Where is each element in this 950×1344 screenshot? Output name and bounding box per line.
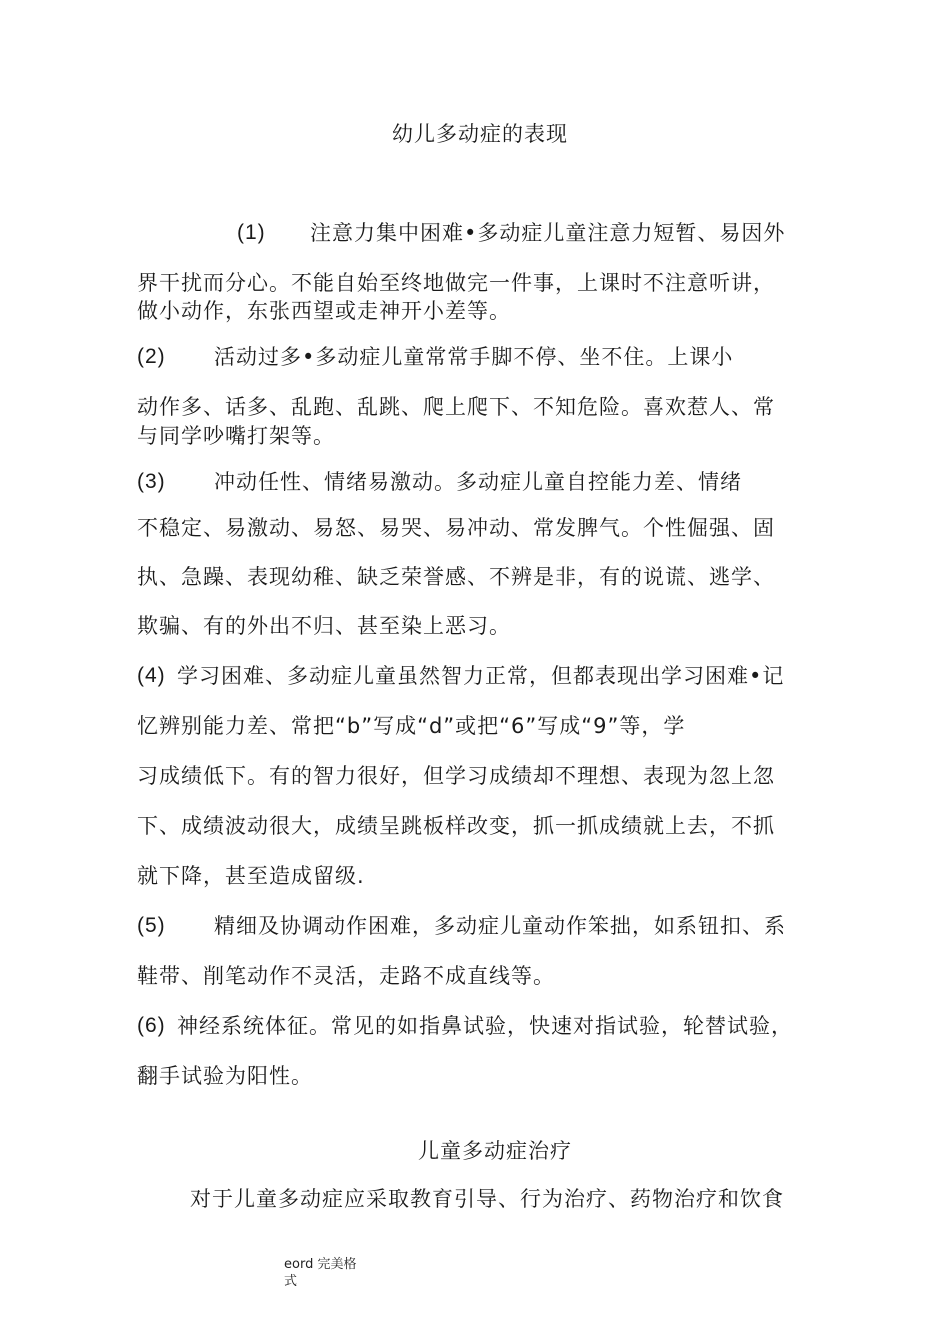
item-5-line-2: 鞋带、削笔动作不灵活，走路不成直线等。 (137, 964, 555, 988)
item-3-line-3: 执、急躁、表现幼稚、缺乏荣誉感、不辨是非，有的说谎、逃学、 (137, 565, 775, 589)
item-4-line-2: 忆辨别能力差、常把“b”写成“d”或把“6”写成“9”等，学 (137, 714, 686, 738)
item-5-number: (5) (137, 914, 166, 937)
page-title: 幼儿多动症的表现 (392, 122, 568, 146)
item-1-line-3: 做小动作，东张西望或走神开小差等。 (137, 299, 511, 323)
item-6-number: (6) (137, 1014, 166, 1037)
item-4-number: (4) (137, 664, 166, 687)
item-3-line-1: 冲动任性、情绪易激动。多动症儿童自控能力差、情绪 (214, 470, 742, 494)
item-3-number: (3) (137, 470, 166, 493)
item-1-line-1: 注意力集中困难•多动症儿童注意力短暂、易因外 (310, 221, 786, 245)
item-1-number: (1) (237, 221, 266, 244)
item-2-line-1: 活动过多•多动症儿童常常手脚不停、坐不住。上课小 (214, 345, 734, 369)
footer-line-2: 式 (284, 1274, 298, 1289)
item-5-line-1: 精细及协调动作困难，多动症儿童动作笨拙，如系钮扣、系 (214, 914, 786, 938)
item-4-line-5: 就下降，甚至造成留级. (137, 864, 365, 888)
item-3-line-2: 不稳定、易激动、易怒、易哭、易冲动、常发脾气。个性倔强、固 (137, 516, 775, 540)
item-6-line-2: 翻手试验为阳性。 (137, 1064, 313, 1088)
item-2-line-3: 与同学吵嘴打架等。 (137, 424, 335, 448)
item-3-line-4: 欺骗、有的外出不归、甚至染上恶习。 (137, 614, 511, 638)
section-2-title: 儿童多动症治疗 (418, 1139, 572, 1163)
item-1-line-2: 界干扰而分心。不能自始至终地做完一件事，上课时不注意听讲， (137, 271, 775, 295)
item-4-line-3: 习成绩低下。有的智力很好，但学习成绩却不理想、表现为忽上忽 (137, 764, 775, 788)
footer-line-1: eord 完美格 (284, 1257, 357, 1272)
item-4-line-4: 下、成绩波动很大，成绩呈跳板样改变，抓一抓成绩就上去，不抓 (137, 814, 775, 838)
item-6-line-1: 神经系统体征。常见的如指鼻试验，快速对指试验，轮替试验， (177, 1014, 793, 1038)
item-2-number: (2) (137, 345, 166, 368)
item-2-line-2: 动作多、话多、乱跑、乱跳、爬上爬下、不知危险。喜欢惹人、常 (137, 395, 775, 419)
section-2-line-1: 对于儿童多动症应采取教育引导、行为治疗、药物治疗和饮食 (190, 1187, 784, 1211)
item-4-line-1: 学习困难、多动症儿童虽然智力正常，但都表现出学习困难•记 (177, 664, 785, 688)
